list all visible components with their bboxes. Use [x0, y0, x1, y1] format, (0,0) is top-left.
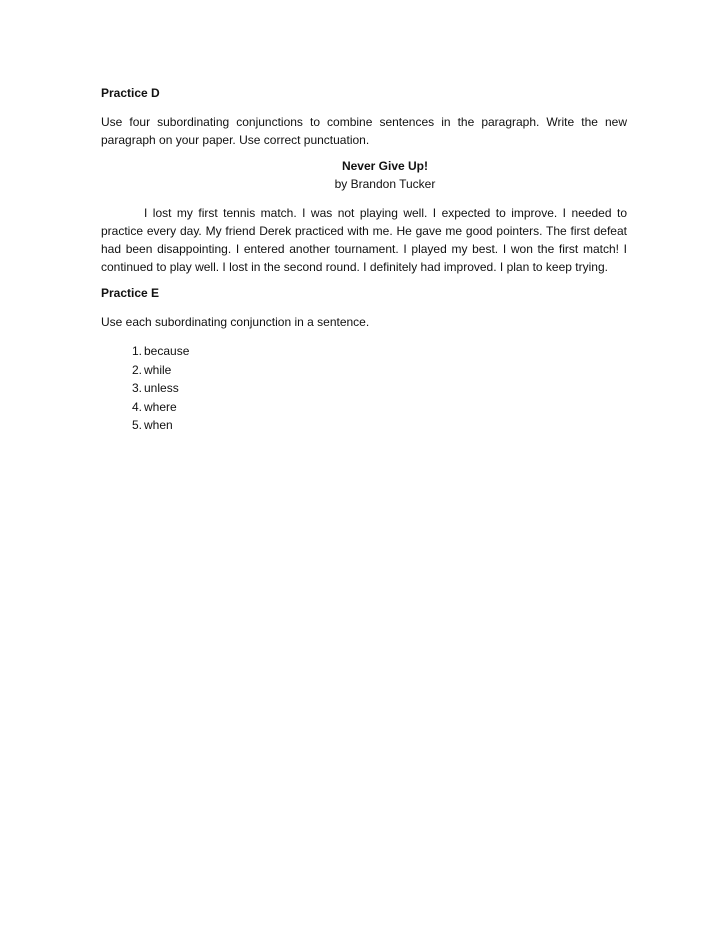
conjunction-list: [101, 342, 627, 435]
story-title: Never Give Up!: [341, 159, 429, 173]
list-item-number: 5.: [131, 418, 142, 432]
list-item-number: 2.: [131, 362, 142, 377]
list-item: [101, 416, 627, 435]
list-item: [101, 342, 627, 361]
list-item-word: where: [144, 399, 177, 414]
story-paragraph: I lost my first tennis match. I was not playing well. I expected to improve. I needed to practice every day. My friend Derek practiced with me. He gave me good pointers. The first defeat had been disappointing. I entered another tournament. I played my best. I won the first match! I continued to play well. I lost in the second round. I definitely had improved. I plan to keep trying.: [101, 206, 627, 274]
list-item: [101, 398, 627, 417]
list-item-word: while: [144, 362, 172, 377]
practice-d-heading: Practice D: [101, 86, 160, 100]
list-item: [101, 361, 627, 380]
list-item-word: unless: [144, 381, 179, 395]
story-byline: by Brandon Tucker: [334, 177, 436, 191]
practice-e-instructions: Use each subordinating conjunction in a sentence.: [101, 315, 370, 329]
list-item-word: when: [144, 418, 173, 432]
list-item: [101, 379, 627, 398]
practice-e-heading: Practice E: [101, 286, 160, 300]
list-item-word: because: [144, 344, 190, 358]
list-item-number: 1.: [131, 344, 142, 358]
practice-d-instructions: Use four subordinating conjunctions to combine sentences in the paragraph. Write the new paragraph on your paper. Use correct punctuation.: [101, 115, 627, 147]
list-item-number: 4.: [131, 399, 142, 414]
worksheet-page: [101, 84, 627, 435]
list-item-number: 3.: [131, 381, 142, 395]
